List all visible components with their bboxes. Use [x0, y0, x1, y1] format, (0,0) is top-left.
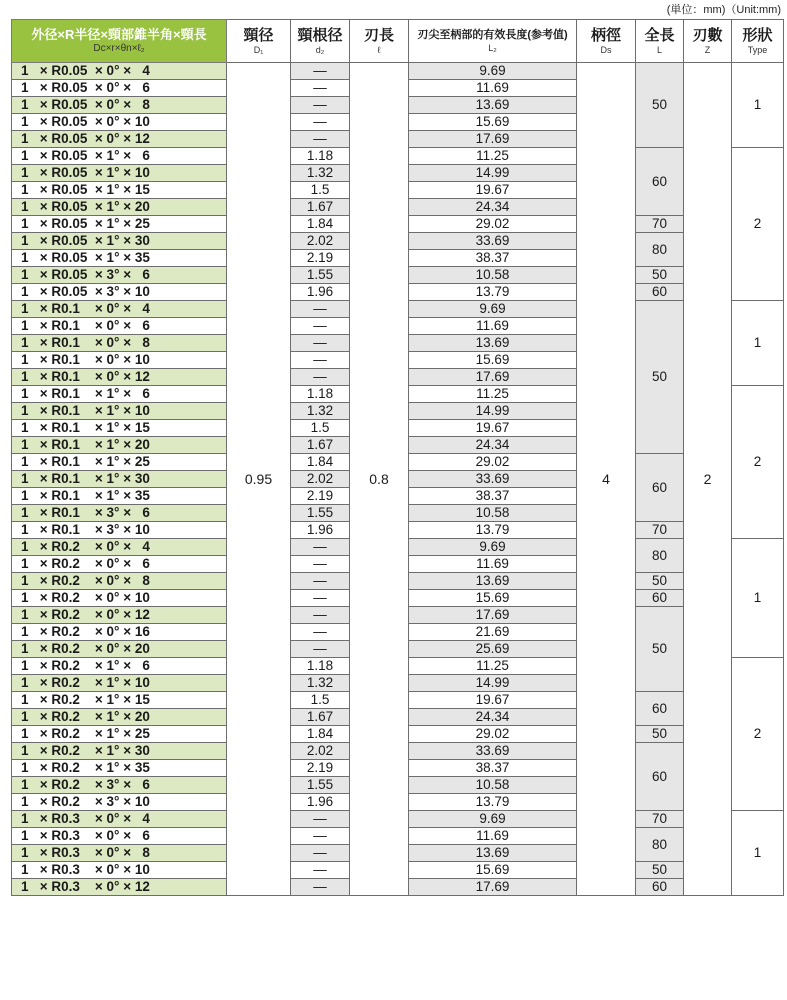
cell-type: 1 — [732, 811, 784, 896]
cell-neck-root-diameter: 1.5 — [291, 692, 350, 709]
cell-effective-length: 21.69 — [409, 624, 577, 641]
cell-spec: 1 × R0.2 × 0° × 16 — [12, 624, 227, 641]
cell-spec: 1 × R0.2 × 1° × 35 — [12, 760, 227, 777]
cell-spec: 1 × R0.05 × 0° × 8 — [12, 97, 227, 114]
header-neck-root-diameter: 頸根径 d₂ — [291, 20, 350, 63]
cell-effective-length: 10.58 — [409, 777, 577, 794]
cell-effective-length: 17.69 — [409, 131, 577, 148]
cell-effective-length: 17.69 — [409, 369, 577, 386]
cell-spec: 1 × R0.1 × 1° × 10 — [12, 403, 227, 420]
cell-effective-length: 9.69 — [409, 811, 577, 828]
cell-neck-root-diameter: 1.84 — [291, 454, 350, 471]
cell-neck-root-diameter: 1.5 — [291, 182, 350, 199]
header-overall-length: 全長 L — [636, 20, 684, 63]
cell-spec: 1 × R0.3 × 0° × 4 — [12, 811, 227, 828]
cell-spec: 1 × R0.1 × 3° × 6 — [12, 505, 227, 522]
cell-neck-root-diameter: — — [291, 97, 350, 114]
cell-neck-root-diameter: 1.18 — [291, 658, 350, 675]
cell-neck-root-diameter: — — [291, 590, 350, 607]
cell-neck-root-diameter: 1.32 — [291, 675, 350, 692]
cell-type: 2 — [732, 386, 784, 539]
cell-neck-root-diameter: — — [291, 862, 350, 879]
cell-spec: 1 × R0.3 × 0° × 8 — [12, 845, 227, 862]
cell-neck-root-diameter: 2.19 — [291, 488, 350, 505]
cell-type: 1 — [732, 539, 784, 658]
cell-neck-root-diameter: — — [291, 845, 350, 862]
cell-spec: 1 × R0.05 × 0° × 4 — [12, 63, 227, 80]
header-flutes: 刃數 Z — [684, 20, 732, 63]
cell-effective-length: 29.02 — [409, 454, 577, 471]
cell-effective-length: 14.99 — [409, 675, 577, 692]
cell-neck-root-diameter: 2.02 — [291, 471, 350, 488]
cell-spec: 1 × R0.2 × 1° × 25 — [12, 726, 227, 743]
cell-spec: 1 × R0.2 × 0° × 10 — [12, 590, 227, 607]
cell-neck-root-diameter: 2.02 — [291, 233, 350, 250]
cell-overall-length: 60 — [636, 743, 684, 811]
cell-spec: 1 × R0.1 × 0° × 10 — [12, 352, 227, 369]
cell-spec: 1 × R0.1 × 3° × 10 — [12, 522, 227, 539]
cell-overall-length: 60 — [636, 148, 684, 216]
cell-overall-length: 80 — [636, 828, 684, 862]
cell-effective-length: 11.25 — [409, 658, 577, 675]
cell-spec: 1 × R0.2 × 0° × 12 — [12, 607, 227, 624]
cell-neck-root-diameter: — — [291, 131, 350, 148]
cell-neck-root-diameter: 2.19 — [291, 250, 350, 267]
cell-effective-length: 29.02 — [409, 216, 577, 233]
cell-effective-length: 10.58 — [409, 267, 577, 284]
header-spec: 外径×R半径×頸部錐半角×頸長 Dc×r×θn×ℓ₂ — [12, 20, 227, 63]
cell-effective-length: 14.99 — [409, 403, 577, 420]
cell-spec: 1 × R0.1 × 1° × 35 — [12, 488, 227, 505]
cell-overall-length: 80 — [636, 539, 684, 573]
cell-effective-length: 38.37 — [409, 760, 577, 777]
cell-effective-length: 9.69 — [409, 301, 577, 318]
cell-effective-length: 11.69 — [409, 828, 577, 845]
cell-neck-root-diameter: — — [291, 63, 350, 80]
cell-spec: 1 × R0.05 × 1° × 20 — [12, 199, 227, 216]
cell-spec: 1 × R0.3 × 0° × 10 — [12, 862, 227, 879]
cell-spec: 1 × R0.1 × 0° × 6 — [12, 318, 227, 335]
cell-neck-root-diameter: 1.18 — [291, 386, 350, 403]
cell-effective-length: 13.69 — [409, 335, 577, 352]
header-row — [12, 20, 784, 63]
cell-effective-length: 11.69 — [409, 318, 577, 335]
cell-spec: 1 × R0.05 × 0° × 10 — [12, 114, 227, 131]
cell-spec: 1 × R0.05 × 1° × 6 — [12, 148, 227, 165]
cell-type: 1 — [732, 301, 784, 386]
cell-effective-length: 13.79 — [409, 794, 577, 811]
cell-spec: 1 × R0.2 × 0° × 20 — [12, 641, 227, 658]
cell-neck-root-diameter: — — [291, 624, 350, 641]
cell-spec: 1 × R0.05 × 3° × 6 — [12, 267, 227, 284]
cell-spec: 1 × R0.3 × 0° × 6 — [12, 828, 227, 845]
cell-spec: 1 × R0.2 × 3° × 10 — [12, 794, 227, 811]
cell-spec: 1 × R0.05 × 1° × 35 — [12, 250, 227, 267]
cell-neck-root-diameter: 1.55 — [291, 505, 350, 522]
cell-overall-length: 50 — [636, 63, 684, 148]
cell-spec: 1 × R0.05 × 1° × 15 — [12, 182, 227, 199]
table-row — [12, 63, 784, 80]
product-spec-table — [11, 19, 784, 896]
cell-neck-root-diameter: 1.5 — [291, 420, 350, 437]
cell-spec: 1 × R0.1 × 1° × 25 — [12, 454, 227, 471]
cell-overall-length: 50 — [636, 267, 684, 284]
cell-type: 2 — [732, 148, 784, 301]
cell-overall-length: 60 — [636, 284, 684, 301]
cell-spec: 1 × R0.3 × 0° × 12 — [12, 879, 227, 896]
cell-effective-length: 13.69 — [409, 845, 577, 862]
cell-neck-root-diameter: 1.55 — [291, 777, 350, 794]
cell-flutes: 2 — [684, 63, 732, 896]
cell-spec: 1 × R0.2 × 3° × 6 — [12, 777, 227, 794]
cell-effective-length: 15.69 — [409, 352, 577, 369]
table-body — [12, 63, 784, 896]
cell-spec: 1 × R0.2 × 1° × 20 — [12, 709, 227, 726]
cell-effective-length: 13.79 — [409, 522, 577, 539]
cell-spec: 1 × R0.05 × 0° × 12 — [12, 131, 227, 148]
cell-neck-root-diameter: 2.02 — [291, 743, 350, 760]
cell-neck-root-diameter: 1.32 — [291, 403, 350, 420]
cell-effective-length: 24.34 — [409, 199, 577, 216]
cell-neck-root-diameter: — — [291, 811, 350, 828]
cell-effective-length: 17.69 — [409, 607, 577, 624]
cell-spec: 1 × R0.1 × 1° × 15 — [12, 420, 227, 437]
cell-neck-root-diameter: 1.96 — [291, 522, 350, 539]
cell-effective-length: 15.69 — [409, 114, 577, 131]
cell-spec: 1 × R0.05 × 1° × 10 — [12, 165, 227, 182]
cell-effective-length: 13.69 — [409, 97, 577, 114]
cell-effective-length: 24.34 — [409, 709, 577, 726]
cell-effective-length: 10.58 — [409, 505, 577, 522]
cell-neck-root-diameter: 1.84 — [291, 726, 350, 743]
cell-spec: 1 × R0.1 × 0° × 4 — [12, 301, 227, 318]
cell-neck-root-diameter: — — [291, 335, 350, 352]
cell-overall-length: 50 — [636, 726, 684, 743]
cell-effective-length: 11.25 — [409, 148, 577, 165]
cell-effective-length: 33.69 — [409, 471, 577, 488]
cell-neck-root-diameter: — — [291, 318, 350, 335]
cell-overall-length: 60 — [636, 590, 684, 607]
header-flute-length: 刃長 ℓ — [350, 20, 409, 63]
cell-effective-length: 11.25 — [409, 386, 577, 403]
cell-spec: 1 × R0.05 × 3° × 10 — [12, 284, 227, 301]
cell-neck-root-diameter: — — [291, 352, 350, 369]
header-neck-diameter: 頸径 D₁ — [227, 20, 291, 63]
cell-overall-length: 70 — [636, 522, 684, 539]
cell-effective-length: 19.67 — [409, 692, 577, 709]
cell-spec: 1 × R0.1 × 1° × 30 — [12, 471, 227, 488]
cell-spec: 1 × R0.2 × 0° × 4 — [12, 539, 227, 556]
cell-neck-root-diameter: 1.18 — [291, 148, 350, 165]
cell-spec: 1 × R0.2 × 1° × 30 — [12, 743, 227, 760]
cell-neck-root-diameter: 1.67 — [291, 709, 350, 726]
cell-neck-root-diameter: — — [291, 879, 350, 896]
cell-neck-root-diameter: — — [291, 301, 350, 318]
cell-neck-root-diameter: 1.55 — [291, 267, 350, 284]
cell-neck-diameter: 0.95 — [227, 63, 291, 896]
cell-overall-length: 50 — [636, 607, 684, 692]
cell-effective-length: 33.69 — [409, 743, 577, 760]
cell-type: 1 — [732, 63, 784, 148]
cell-type: 2 — [732, 658, 784, 811]
cell-spec: 1 × R0.1 × 1° × 6 — [12, 386, 227, 403]
header-shank-diameter: 柄徑 Ds — [577, 20, 636, 63]
cell-neck-root-diameter: — — [291, 114, 350, 131]
cell-overall-length: 50 — [636, 301, 684, 454]
header-effective-length: 刃尖至柄部的有效長度(参考值) L₂ — [409, 20, 577, 63]
cell-effective-length: 11.69 — [409, 80, 577, 97]
cell-neck-root-diameter: 1.96 — [291, 794, 350, 811]
cell-effective-length: 25.69 — [409, 641, 577, 658]
cell-spec: 1 × R0.2 × 0° × 6 — [12, 556, 227, 573]
cell-neck-root-diameter: — — [291, 607, 350, 624]
cell-neck-root-diameter: — — [291, 80, 350, 97]
cell-effective-length: 11.69 — [409, 556, 577, 573]
cell-spec: 1 × R0.05 × 1° × 25 — [12, 216, 227, 233]
header-type: 形狀 Type — [732, 20, 784, 63]
cell-effective-length: 15.69 — [409, 862, 577, 879]
cell-effective-length: 29.02 — [409, 726, 577, 743]
cell-effective-length: 33.69 — [409, 233, 577, 250]
cell-effective-length: 24.34 — [409, 437, 577, 454]
cell-neck-root-diameter: — — [291, 641, 350, 658]
cell-neck-root-diameter: — — [291, 573, 350, 590]
cell-neck-root-diameter: 1.32 — [291, 165, 350, 182]
cell-overall-length: 60 — [636, 692, 684, 726]
cell-spec: 1 × R0.2 × 1° × 6 — [12, 658, 227, 675]
cell-overall-length: 50 — [636, 573, 684, 590]
cell-effective-length: 14.99 — [409, 165, 577, 182]
cell-effective-length: 9.69 — [409, 539, 577, 556]
cell-spec: 1 × R0.2 × 1° × 15 — [12, 692, 227, 709]
cell-effective-length: 15.69 — [409, 590, 577, 607]
cell-spec: 1 × R0.05 × 1° × 30 — [12, 233, 227, 250]
cell-effective-length: 19.67 — [409, 182, 577, 199]
cell-effective-length: 9.69 — [409, 63, 577, 80]
cell-shank-diameter: 4 — [577, 63, 636, 896]
cell-overall-length: 50 — [636, 862, 684, 879]
cell-effective-length: 13.79 — [409, 284, 577, 301]
cell-effective-length: 13.69 — [409, 573, 577, 590]
cell-neck-root-diameter: 1.67 — [291, 437, 350, 454]
cell-spec: 1 × R0.1 × 1° × 20 — [12, 437, 227, 454]
cell-flute-length: 0.8 — [350, 63, 409, 896]
cell-overall-length: 70 — [636, 811, 684, 828]
cell-neck-root-diameter: — — [291, 556, 350, 573]
unit-note: (単位：mm)（Unit:mm) — [666, 4, 781, 16]
cell-neck-root-diameter: — — [291, 539, 350, 556]
cell-effective-length: 38.37 — [409, 250, 577, 267]
cell-neck-root-diameter: — — [291, 828, 350, 845]
cell-overall-length: 60 — [636, 879, 684, 896]
cell-spec: 1 × R0.2 × 0° × 8 — [12, 573, 227, 590]
cell-spec: 1 × R0.05 × 0° × 6 — [12, 80, 227, 97]
cell-overall-length: 80 — [636, 233, 684, 267]
cell-spec: 1 × R0.1 × 0° × 12 — [12, 369, 227, 386]
cell-effective-length: 38.37 — [409, 488, 577, 505]
cell-neck-root-diameter: — — [291, 369, 350, 386]
cell-effective-length: 17.69 — [409, 879, 577, 896]
cell-spec: 1 × R0.2 × 1° × 10 — [12, 675, 227, 692]
cell-overall-length: 70 — [636, 216, 684, 233]
cell-spec: 1 × R0.1 × 0° × 8 — [12, 335, 227, 352]
cell-neck-root-diameter: 2.19 — [291, 760, 350, 777]
cell-neck-root-diameter: 1.67 — [291, 199, 350, 216]
cell-overall-length: 60 — [636, 454, 684, 522]
cell-effective-length: 19.67 — [409, 420, 577, 437]
cell-neck-root-diameter: 1.96 — [291, 284, 350, 301]
cell-neck-root-diameter: 1.84 — [291, 216, 350, 233]
